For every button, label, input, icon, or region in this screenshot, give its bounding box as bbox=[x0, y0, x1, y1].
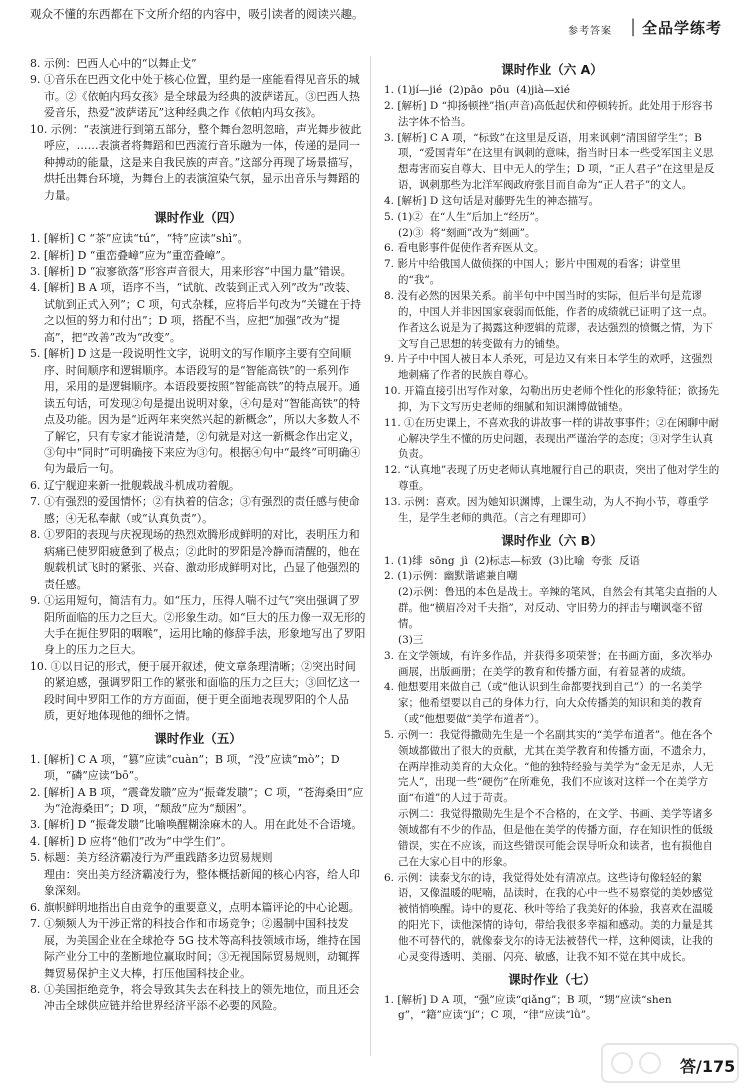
answer-item: 10. 开篇直接引出写作对象，勾勒出历史老师个性化的形象特征；欲扬先抑，为下文写历史老师的细腻和知识渊博做铺垫。 bbox=[384, 385, 720, 413]
section-heading: 课时作业（七） bbox=[508, 971, 596, 987]
answer-item: 13. 示例：喜欢。因为她知识渊博，上课生动，为人不拘小节，尊重学生，是学生老师的典范。（言之有理即可） bbox=[384, 495, 709, 524]
answer-item: 7. 影片中给俄国人做侦探的中国人；影片中围观的看客；讲堂里的“我”。 bbox=[384, 258, 681, 287]
answer-item: 10. ①以日记的形式，便于展开叙述，使文章条理清晰；②突出时间的紧迫感，强调罗阳工作的紧张和面临的压力之巨大；③回忆这一段时间中罗阳工作的方方面面，便于更全面地表现罗阳的个人品质，更好地体现他的细怀之情。 bbox=[30, 659, 360, 723]
answer-item: 2. [解析] A B 项，“震聋发聩”应为“振聋发聩”；C 项，“苍海桑田”应为“沧海桑田”；D 项，“颓敌”应为“颓困”。 bbox=[30, 785, 364, 816]
section-heading: 课时作业（四） bbox=[154, 210, 242, 226]
answer-item: 5. 标题：美方经济霸凌行为严重践踏多边贸易规则 bbox=[30, 851, 273, 865]
answer-item: 6. 旗帜鲜明地指出自由竞争的重要意义，点明本篇评论的中心论题。 bbox=[30, 900, 360, 914]
answer-item: 2. [解析] D “抑扬顿挫”指(声音)高低起伏和停顿转折。此处用于形容书法字体不恰当。 bbox=[384, 99, 713, 128]
answer-item: 6. 示例：读泰戈尔的诗，我觉得处处有清凉点。这些诗句像轻轻的絮语，又像温暖的呢喃，品读时，在我的心中一些不易察觉的美妙感觉被悄悄唤醒。诗中的夏花、秋叶等给了我美好的体验，我喜欢在温暖的阳光下，读他深情的诗句，带给我很多幸福和感动。美的力量是其他不可替代的，就像泰戈尔的诗无法被替代一样，这种阅读，让我的心灵变得透明、美丽、闪亮、敏感，让我不知不觉在其中成长。 bbox=[384, 871, 713, 963]
answer-item: 12. “认真地”表现了历史老师认真地履行自己的职责，突出了他对学生的尊重。 bbox=[384, 464, 720, 493]
answer-item: 8. 没有必然的因果关系。前半句中中国当时的实际，但后半句是荒谬的，中国人并非因国家衰弱而低能，作者的成绩就已证明了这一点。作者这么说是为了揭露这种逻辑的荒谬，表达强烈的愤慨之情，为下文写自己思想的转变做有力的铺垫。 bbox=[384, 289, 713, 350]
answer-item: 5. 示例一：我觉得撒勋先生是一个名副其实的“美学布道者”。他在各个领域都做出了很大的贡献，尤其在美学教育和传播方面，不遗余力，在两岸推动美育的大众化。“他的独特经验与美学为“金无足赤，人无完人”，出现一些“硬伤”在所难免，我们不应该对这样一个在美学方面“布道”的人过于苛责。 bbox=[384, 728, 714, 805]
left-column bbox=[30, 56, 366, 1015]
answer-item: 2. (1)示例：幽默谐谑兼自嘲 bbox=[384, 570, 518, 583]
page-header bbox=[0, 0, 750, 52]
answer-item: 1. (1)jí—jié (2)pāo pōu (4)jià—xié bbox=[384, 84, 570, 96]
watermark-logo bbox=[600, 1040, 740, 1086]
answer-item: 11. ①在历史课上，不喜欢我的讲故事一样的讲故事事件；②在闲聊中耐心解决学生不懂的历史问题，表现出严谨治学的态度；③对学生认真负责。 bbox=[384, 416, 720, 461]
header-separator: | bbox=[630, 16, 637, 37]
answer-item: 1. [解析] C A 项，“篡”应读“cuàn”；B 项，“没”应读“mò”；D 项，“磷”应读“bō”。 bbox=[30, 752, 344, 783]
answer-item: 3. [解析] D “振聋发聩”比喻唤醒糊涂麻木的人。用在此处不合语境。 bbox=[30, 818, 363, 832]
answer-item: 3. [解析] D “寂寥欲落”形容声音很大，用来形容“中国力量”错误。 bbox=[30, 264, 352, 278]
brand-title: 全品学练考 bbox=[642, 19, 723, 37]
section-heading: 课时作业（六 B） bbox=[501, 532, 603, 548]
answer-item: 9. ①运用短句，简洁有力。如“压力，压得人喘不过气”突出强调了罗阳所面临的压力之巨大。②形象生动。如“巨大的压力像一双无形的大手在扼住罗阳的咽喉”，运用比喻的修辞手法，形象地写出了罗阳身上的压力之巨大。 bbox=[30, 594, 366, 657]
carryover-line: 观众不懂的东西都在下文所介绍的内容中，吸引读者的阅读兴趣。 bbox=[30, 7, 364, 21]
page-number: 答/175 bbox=[680, 1057, 736, 1076]
column-divider bbox=[370, 56, 371, 1056]
answer-item: 2. [解析] D “重峦叠嶂”应为“重峦叠嶂”。 bbox=[30, 248, 232, 262]
answer-item: 8. ①美国拒绝竞争，将会导致其失去在科技上的领先地位，而且还会冲击全球供应链并给世界经济平添不必要的风险。 bbox=[30, 983, 360, 1013]
answer-item: 5. (1)② 在“人生”后加上“经历”。 bbox=[384, 210, 546, 223]
answer-item: 6. 辽宁舰迎来新一批舰载战斗机成功着舰。 bbox=[30, 478, 240, 492]
answer-item: 3. [解析] C A 项，“标致”在这里是反语，用来讽刺“清国留学生”；B 项，“爱国青年”在这里有讽刺的意味，指当时日本一些受军国主义思想毒害而妄自尊大、目中无人的学生；D 项，“正人君子”在这里是反语，讽刺那些为北洋军阀政府张目而自命为“正人君子”的文人。 bbox=[384, 131, 715, 192]
answer-item: 1. (1)绯 sōng jì (2)标志—标致 (3)比喻 夸张 反语 bbox=[384, 554, 640, 567]
answer-item: 4. [解析] B A 项，语序不当，“试航、改装到正式入列”改为“改装、试航到正式入列”；C 项，句式杂糅，应将后半句改为“关键在于持之以恒的努力和付出”；D 项，搭配不当，应把“加强”改为“提高”，把“改善”改为“改变”。 bbox=[30, 281, 361, 344]
reference-label: 参考答案 bbox=[568, 26, 612, 37]
answer-item: 6. 看电影事件促使作者弃医从文。 bbox=[384, 242, 545, 255]
answer-item: 8. 示例：巴西人心中的“以舞止戈” bbox=[30, 57, 197, 70]
answer-item: 10. 示例：“表演进行到第五部分，整个舞台忽明忽暗，声光舞步彼此呼应，……表演者将舞蹈和巴西流行音乐融为一体，传递的是同一种搏动的能量，这是来自我民族的声音。”这部分再现了场景描写，烘托出舞台环境，为舞台上的表演渲染气氛，显示出音乐与舞蹈的力量。 bbox=[30, 122, 362, 202]
answer-item: (2)示例：鲁迅的本色是战士。辛辣的笔风，自然会有其笔尖直指的人群。他“横眉冷对千夫指”，对反动、守旧势力的抨击与嘲讽毫不留情。 bbox=[398, 586, 718, 630]
answer-item: 示例二：我觉得撒勋先生是个不合格的，在文学、书画、美学等诸多领域都有不少的作品，但是他在美学的传播方面，存在知识性的低级错误，实在不应该，而这些错误可能会误导听众和读者，也有损他自己在大家心目中的形象。 bbox=[398, 808, 713, 868]
answer-item: (3)三 bbox=[398, 633, 424, 646]
answer-item: 7. ①频频人为干涉正常的科技合作和市场竞争；②遏制中国科技发展，为美国企业在全球抢夺 5G 技术等高科技领域市场，维持在国际产业分工中的垄断地位赢取时间；③无视国际贸易规则，动辄挥舞贸易保护主义大棒，打压他国科技企业。 bbox=[30, 917, 361, 980]
answer-item: 3. 在文学领域，有许多作品，并获得多项荣誉；在书画方面，多次举办画展，出版画册；在美学的教育和传播方面，有着显著的成绩。 bbox=[384, 649, 713, 678]
answer-item: 理由：突出美方经济霸凌行为，整体概括新闻的核心内容，给人印象深刻。 bbox=[44, 867, 360, 898]
answer-item: 1. [解析] D A 项，“强”应读“qiǎng”；B 项，“甥”应读“sheng”，“籍”应读“jí”；C 项，“律”应读“lǜ”。 bbox=[384, 993, 672, 1022]
answer-item: 9. ①音乐在巴西文化中处于核心位置，里约是一座能看得见音乐的城市。②《依帕内玛女孩》是全球最为经典的波萨诺瓦。③巴西人热爱音乐，热爱“波萨诺瓦”这种经典之作《依帕内玛女孩》。 bbox=[30, 73, 360, 120]
answer-item: 4. [解析] D 应将“他们”改为“中学生们”。 bbox=[30, 834, 232, 848]
answer-item: 4. 他想要用来做自己（或“他认识到生命都要找到自己”）的一名美学家；他希望要以自己的身体力行，向大众传播美的知识和美的教育（或“他想要做“美学布道者”）。 bbox=[384, 681, 703, 726]
section-heading: 课时作业（六 A） bbox=[501, 62, 603, 77]
answer-item: 7. ①有强烈的爱国情怀；②有执着的信念；③有强烈的责任感与使命感；④无私奉献（或“认真负责”）。 bbox=[30, 495, 360, 525]
answer-item: (2)③ 将“刻画”改为“刻画”。 bbox=[398, 226, 536, 239]
answer-item: 8. ①罗阳的表现与庆祝现场的热烈欢腾形成鲜明的对比，表明压力和病痛已使罗阳疲惫到了极点；②此时的罗阳是冷静而清醒的，他在舰载机试飞时的紧张、兴奋、激动形成鲜明对比，凸显了他强烈的责任感。 bbox=[30, 528, 360, 591]
section-heading: 课时作业（五） bbox=[154, 730, 242, 746]
right-column bbox=[384, 56, 720, 1024]
answer-item: 9. 片子中中国人被日本人杀死，可是边又有来日本学生的欢呼，这强烈地刺痛了作者的民族自尊心。 bbox=[384, 353, 713, 382]
answer-item: 1. [解析] C “茶”应读“tú”，“特”应读“shì”。 bbox=[30, 232, 249, 246]
answer-item: 4. [解析] D 这句话是对藤野先生的神态描写。 bbox=[384, 194, 600, 207]
answer-item: 5. [解析] D 这是一段说明性文字，说明文的写作顺序主要有空间顺序、时间顺序和逻辑顺序。本语段写的是“智能高铁”的一系列作用，采用的是逻辑顺序。本语段要按照“智能高铁”的特点展开。通读五句话，可发现②句是提出说明对象，④句是对“智能高铁”的特点及功能。因为是“近两年来突然兴起的新概念”，所以大多数人不了解它，只有专家才能说清楚，②句就是对这一新概念作出定义，③句中“同时”可明确接下来应为③句。根据④句中“最终”可明确④句为最后一句。 bbox=[30, 347, 361, 476]
